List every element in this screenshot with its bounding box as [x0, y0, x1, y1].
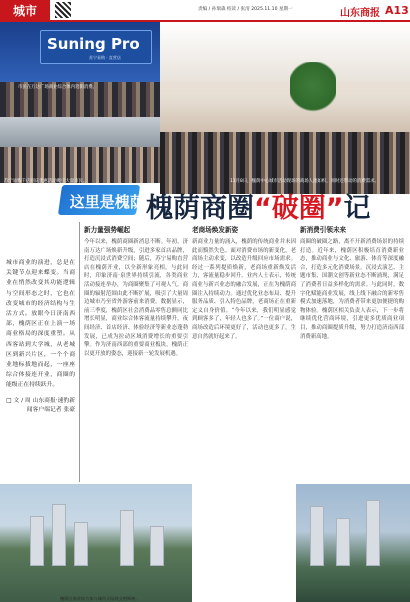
- column-tag-text: 这里是槐荫: [69, 193, 145, 211]
- edition-info: 责编 / 孙瑞森 校读 / 张清 2025.11.10 星期一: [198, 7, 293, 12]
- photo-storefront: [0, 22, 160, 117]
- article-headline: [146, 186, 371, 225]
- column-heading: 老商场焕发新姿: [192, 226, 239, 234]
- article-column-3: [300, 224, 404, 498]
- building-graphic: [366, 500, 380, 566]
- building-graphic: [150, 526, 164, 566]
- lead-paragraph: 城市商业的演进，总是在关键节点迎来蝶变。当商业在悄然改变其功能逻辑与空间形态之时，它也在改变城市的经济结构与生活方式。放眼今日济南西部，槐荫区正在上演一场商业格局的深度重塑。从西客站到大学城，从老城区到新兴片区，一个个商业地标拔地而起，一座座综合体接连开业，商圈的能级正在持续跃升。: [6, 260, 75, 389]
- building-graphic: [120, 510, 134, 566]
- column-body: 新商业力量的涌入，槐荫的传统商业并未因此而黯然失色。面对消费市场的新变化，老商场主动求变，以改造升级回应市场需求。经过一系列提质焕新，老商场重新焕发活力，客流量稳步回升。业内人士表示，传统商业与新兴业态的融合发展，正在为槐荫商圈注入持续动力。通过优化业态布局、提升服务品质、引入特色品牌，老商场正在重新定义自身价值。“今年以来，我们明显感觉到顾客多了，年轻人也多了。”一位商户说，商场改造后环境更好了，活动也更多了，生意自然就好起来了。: [192, 239, 296, 340]
- photo-skyline: [296, 484, 410, 602]
- photo-shoppers: [0, 117, 160, 183]
- tree-graphic: [290, 62, 336, 122]
- lead-sidebar: [0, 222, 80, 482]
- byline: □ 文 / 周 山东商报·速豹新闻客户端记者 张豪: [6, 397, 75, 413]
- page-header: [0, 0, 410, 20]
- headline-highlight: “破圈”: [254, 193, 344, 224]
- building-graphic: [52, 504, 66, 566]
- article-column-2: [192, 224, 296, 548]
- building-graphic: [310, 506, 324, 566]
- qr-code-icon: [55, 2, 71, 18]
- photo-caption-left: 市民在万达广场商业综合体内逛街消费。: [18, 85, 98, 90]
- building-graphic: [336, 518, 350, 566]
- photo-city-aerial: [0, 484, 192, 602]
- column-heading: 新消费引领未来: [300, 226, 347, 234]
- column-body: 商圈的破圈之路，离不开新消费场景的持续打造。近年来，槐荫区积极培育消费新业态，推动商业与文化、旅游、体育等深度融合，打造多元化消费场景。沉浸式演艺、主题市集、国潮文创等新业态不断涌现，满足了消费者日益多样化的需求。与此同时，数字化赋能商业发展，线上线下融合的新零售模式加速落地，为消费者带来更加便捷的购物体验。槐荫区相关负责人表示，下一步将继续优化营商环境，引进更多优质商业项目，推动商圈提质升级，努力打造济南西部消费新高地。: [300, 239, 404, 340]
- column-tag: [58, 185, 145, 215]
- page-number: A13: [385, 4, 409, 17]
- store-logo: [40, 30, 152, 64]
- newspaper-name: 山东商报: [340, 8, 380, 19]
- section-label: 城市: [0, 0, 50, 20]
- photo-caption-bottom: 槐荫区商业综合体与城市天际线交相辉映。: [60, 596, 140, 601]
- photo-mall-interior: [160, 22, 410, 194]
- photo-caption-main: 11月8日，槐荫中心城市活动现场的商场人流如织，同时还带动的消费需求。: [230, 179, 379, 184]
- column-heading: 新力量强势崛起: [84, 226, 131, 234]
- building-graphic: [30, 516, 44, 566]
- building-graphic: [74, 522, 88, 566]
- mall-ceiling-graphic: [160, 22, 410, 82]
- headline-suffix: 记: [343, 193, 371, 224]
- store-logo-text: Suning Pro: [47, 35, 140, 53]
- photo-caption-bottom-left: 苏宁易购千店同庆优惠活动吸引大量市民。: [4, 179, 88, 184]
- store-logo-subtext: 苏宁易购 · 直营店: [89, 55, 121, 60]
- headline-prefix: 槐荫商圈: [146, 193, 254, 224]
- column-body: 今年以来，槐荫商圈新消息不断。年初，济南万达广场焕新升级，引进多家首店品牌，打造沉浸式消费空间；随后，苏宁易购直营店在槐荫开业，以全新形象亮相。与此同时，印象济南·泉世界持续引流，各类商业活动接连举办，为商圈聚集了可观人气。商圈的辐射范围由此不断扩展，吸引了大量周边城市乃至省外游客前来消费。数据显示，前三季度，槐荫区社会消费品零售总额同比增长明显，商业综合体客流量持续攀升，夜间经济、首店经济、体验经济等新业态蓬勃发展，已成为拉动区域消费增长的重要引擎。作为济南西部的重要商业板块，槐荫正以更开放的姿态，迎接新一轮发展机遇。: [84, 239, 188, 357]
